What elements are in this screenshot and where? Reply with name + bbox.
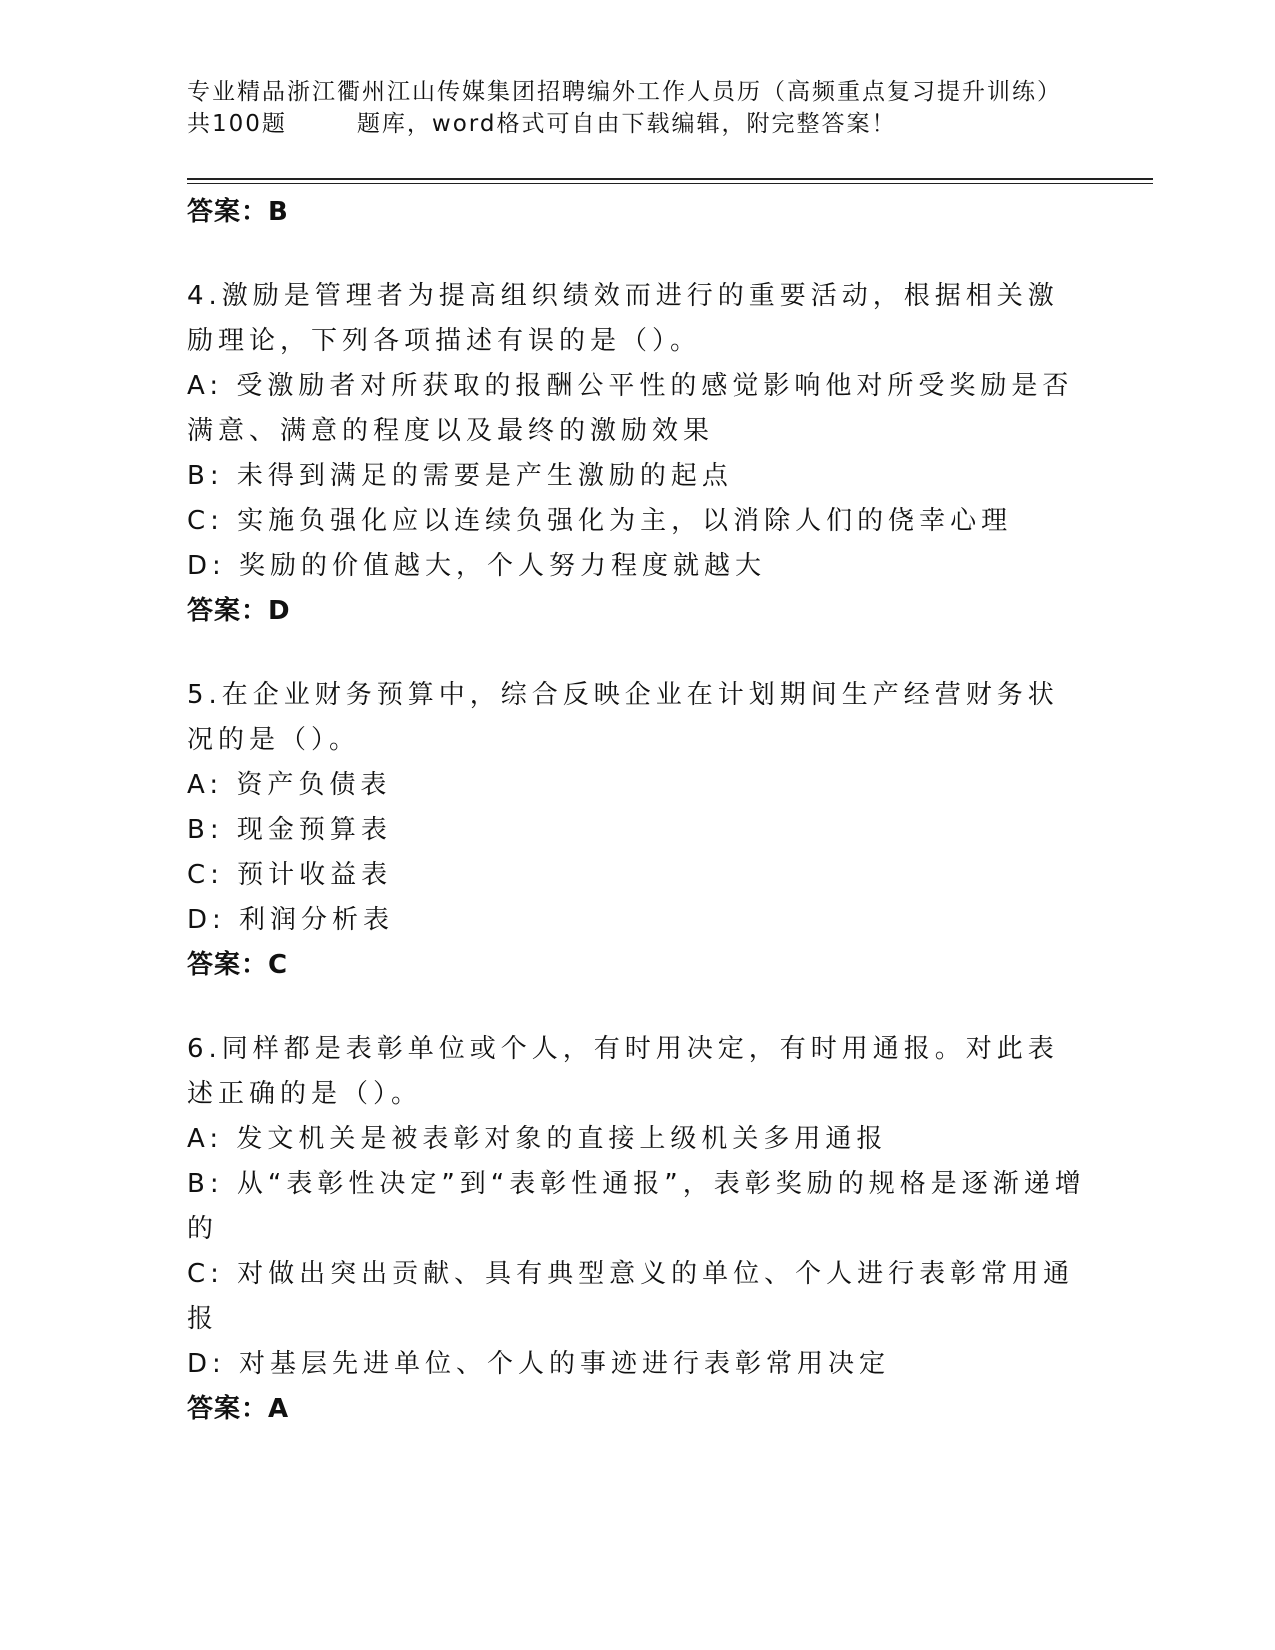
option-c: C: 实施负强化应以连续负强化为主，以消除人们的侥幸心理 [187,506,1013,536]
question-6 [187,1027,1087,1431]
option-b: B: 现金预算表 [187,815,392,845]
option-d: D: 对基层先进单位、个人的事迹进行表彰常用决定 [187,1349,891,1379]
option-b: B: 未得到满足的需要是产生激励的起点 [187,461,733,491]
answer-line: 答案：D [187,596,291,626]
question-4 [187,274,1087,633]
option-c: C: 预计收益表 [187,860,393,890]
option-a: A: 资产负债表 [187,770,392,800]
question-stem: 4.激励是管理者为提高组织绩效而进行的重要活动，根据相关激励理论，下列各项描述有误的是（）。 [187,281,1059,356]
answer-line: 答案：A [187,1394,290,1424]
header-title-line: 专业精品浙江衢州江山传媒集团招聘编外工作人员历（高频重点复习提升训练） [187,79,1062,105]
header-subtitle-line [187,108,1087,140]
header-description: 题库，word格式可自由下载编辑，附完整答案！ [356,111,897,137]
header-divider-bottom [187,183,1153,184]
previous-answer: 答案：B [187,197,289,227]
question-5 [187,673,1087,987]
option-d: D: 奖励的价值越大，个人努力程度就越大 [187,551,767,581]
question-list [187,190,1087,1431]
header-divider-top [187,178,1153,180]
option-a: A: 发文机关是被表彰对象的直接上级机关多用通报 [187,1124,888,1154]
option-d: D: 利润分析表 [187,905,395,935]
option-b: B: 从“表彰性决定”到“表彰性通报”，表彰奖励的规格是逐渐递增的 [187,1169,1086,1244]
question-stem: 5.在企业财务预算中，综合反映企业在计划期间生产经营财务状况的是（）。 [187,680,1059,755]
question-count: 共100题 [187,111,287,137]
answer-line: 答案：C [187,950,289,980]
option-a: A: 受激励者对所获取的报酬公平性的感觉影响他对所受奖励是否满意、满意的程度以及最终的激励效果 [187,371,1074,446]
document-header [187,76,1087,140]
question-stem: 6.同样都是表彰单位或个人，有时用决定，有时用通报。对此表述正确的是（）。 [187,1034,1059,1109]
option-c: C: 对做出突出贡献、具有典型意义的单位、个人进行表彰常用通报 [187,1259,1075,1334]
